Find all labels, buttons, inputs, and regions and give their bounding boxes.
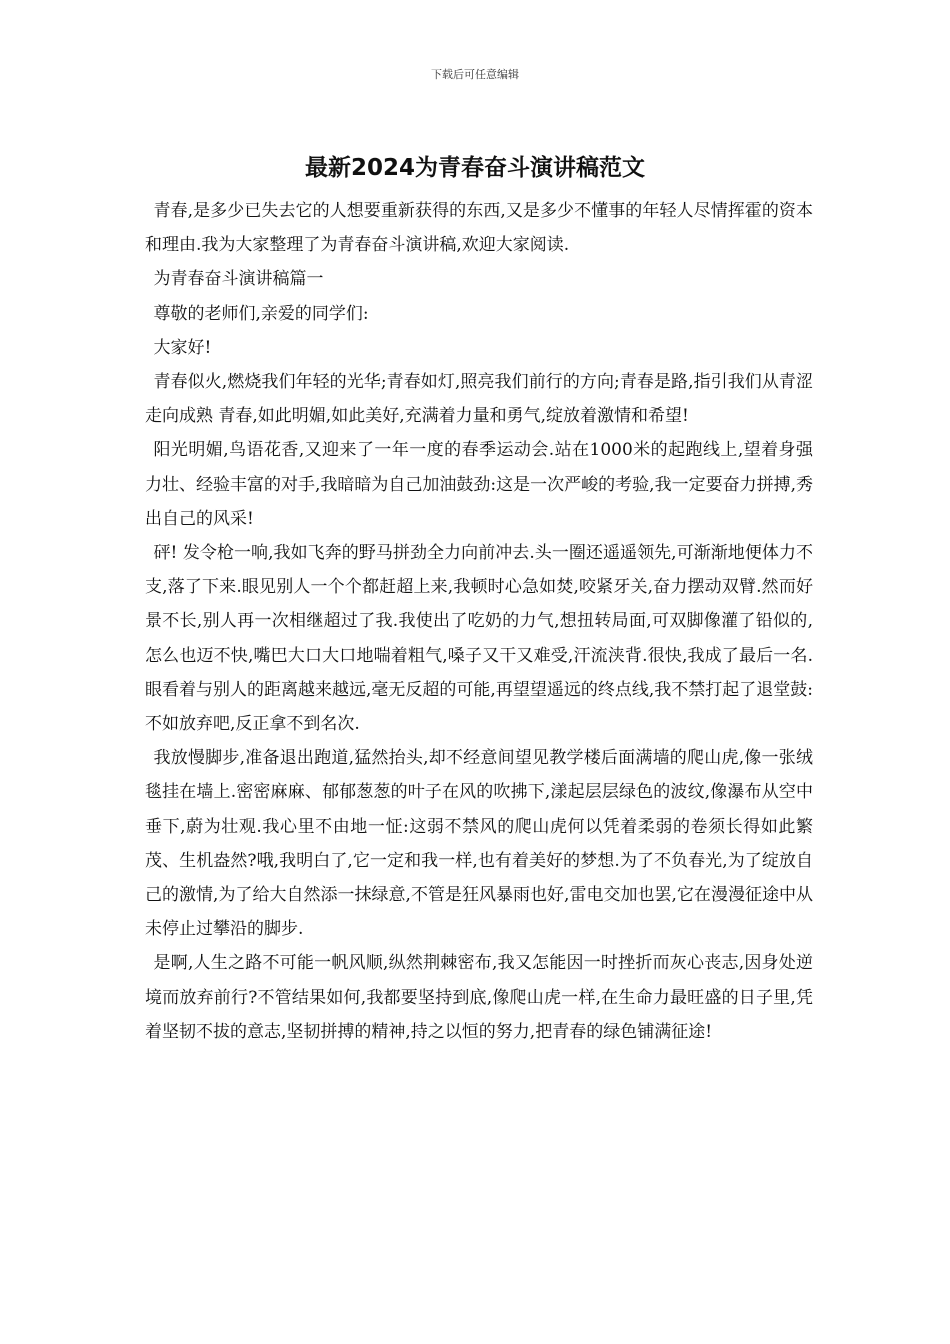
- section-heading: 为青春奋斗演讲稿篇一: [153, 269, 324, 290]
- paragraph: 我放慢脚步,准备退出跑道,猛然抬头,却不经意间望见教学楼后面满墙的爬山虎,像一张绒毯挂在墙上.密密麻麻、郁郁葱葱的叶子在风的吹拂下,漾起层层绿色的波纹,像瀑布从空中垂下,蔚为壮观.我心里不由地一怔:这弱不禁风的爬山虎何以凭着柔弱的卷须长得如此繁茂、生机盎然?哦,我明白了,它一定和我一样,也有着美好的梦想.为了不负春光,为了绽放自己的激情,为了给大自然添一抹绿意,不管是狂风暴雨也好,雷电交加也罢,它在漫漫征途中从未停止过攀沿的脚步.: [145, 748, 813, 940]
- page-header-note: 下载后可任意编辑: [431, 68, 519, 81]
- paragraph: 青春似火,燃烧我们年轻的光华;青春如灯,照亮我们前行的方向;青春是路,指引我们从青涩走向成熟 青春,如此明媚,如此美好,充满着力量和勇气,绽放着激情和希望!: [145, 372, 813, 427]
- document-body: [145, 194, 813, 1049]
- greeting: 大家好!: [153, 337, 212, 358]
- paragraph: 阳光明媚,鸟语花香,又迎来了一年一度的春季运动会.站在1000米的起跑线上,望着身强力壮、经验丰富的对手,我暗暗为自己加油鼓劲:这是一次严峻的考验,我一定要奋力拼搏,秀出自己的风采!: [145, 440, 813, 529]
- paragraph: 是啊,人生之路不可能一帆风顺,纵然荆棘密布,我又怎能因一时挫折而灰心丧志,因身处逆境而放弃前行?不管结果如何,我都要坚持到底,像爬山虎一样,在生命力最旺盛的日子里,凭着坚韧不拔的意志,坚韧拼搏的精神,持之以恒的努力,把青春的绿色铺满征途!: [145, 953, 813, 1042]
- salutation: 尊敬的老师们,亲爱的同学们:: [153, 303, 369, 324]
- paragraph: 砰! 发令枪一响,我如飞奔的野马拼劲全力向前冲去.头一圈还遥遥领先,可渐渐地便体力不支,落了下来.眼见别人一个个都赶超上来,我顿时心急如焚,咬紧牙关,奋力摆动双臂.然而好景不长,别人再一次相继超过了我.我使出了吃奶的力气,想扭转局面,可双脚像灌了铅似的,怎么也迈不快,嘴巴大口大口地喘着粗气,嗓子又干又难受,汗流浃背.很快,我成了最后一名.眼看着与别人的距离越来越远,毫无反超的可能,再望望遥远的终点线,我不禁打起了退堂鼓: 不如放弃吧,反正拿不到名次.: [145, 543, 813, 735]
- paragraph-intro: 青春,是多少已失去它的人想要重新获得的东西,又是多少不懂事的年轻人尽情挥霍的资本和理由.我为大家整理了为青春奋斗演讲稿,欢迎大家阅读.: [145, 201, 813, 256]
- document-title: 最新2024为青春奋斗演讲稿范文: [304, 155, 645, 181]
